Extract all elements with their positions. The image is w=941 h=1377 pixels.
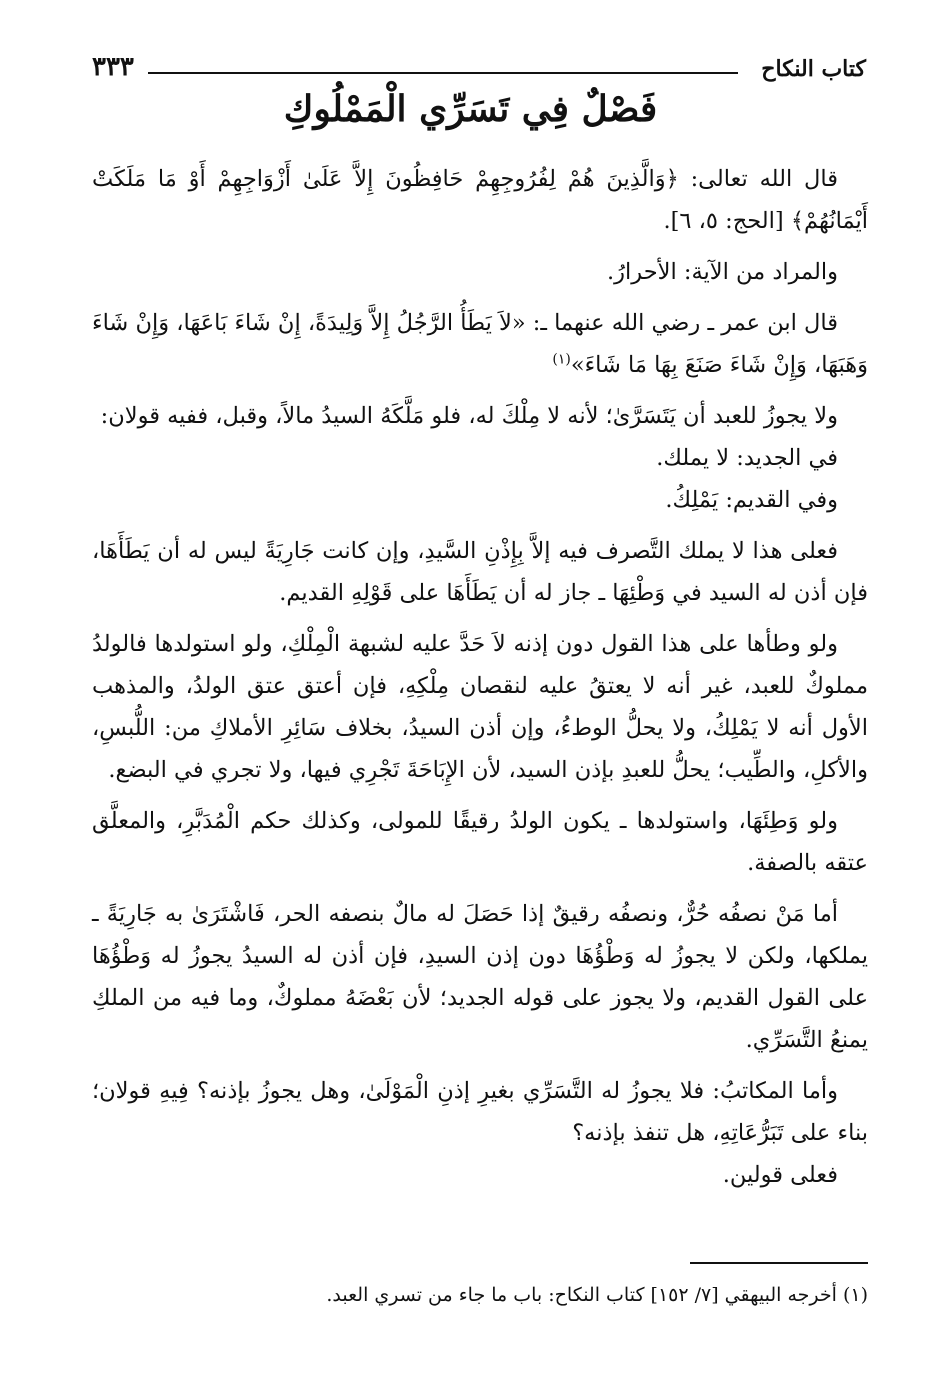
paragraph-mukatab: وأما المكاتبُ: فلا يجوزُ له التَّسَرِّي بغيرِ إذنِ الْمَوْلَىٰ، وهل يجوزُ بإذنه؟ فِيهِ قولان؛ بناء على تَبَرُّعَاتِهِ، هل تنفذ بإذنه؟ [92,1078,868,1146]
paragraph-ibn-umar [92,302,868,386]
paragraph-old-opinion: وفي القديم: يَمْلِكُ. [665,487,838,513]
paragraph-quran-verse: قال الله تعالى: ﴿وَالَّذِينَ هُمْ لِفُرُوجِهِمْ حَافِظُونَ إِلاَّ عَلَىٰ أَزْوَاجِهِمْ أَوْ مَا مَلَكَتْ أَيْمَانُهُمْ﴾ [الحج: ٥، ٦]. [92,166,868,234]
header-rule [148,72,738,74]
paragraph-new-opinion: في الجديد: لا يملك. [656,445,838,471]
paragraph-disposal: فعلى هذا لا يملك التَّصرف فيه إلاَّ بِإِذْنِ السَّيدِ، وإن كانت جَارِيَةً ليس له أن يَطَأَهَا، فإن أذن له السيد في وَطْئِهَا ـ جاز له أن يَطَأَهَا على قَوْلِهِ القديم. [92,538,868,606]
paragraph-half-free: أما مَنْ نصفُه حُرٌّ، ونصفُه رقيقٌ إذا حَصَلَ له مالٌ بنصفه الحر، فَاشْتَرَىٰ به جَارِيَةً ـ يملكها، ولكن لا يجوزُ له وَطْؤُهَا دون إذن السيدِ، فإن أذن له السيدُ يجوزُ له وَطْؤُهَا على القول القديم، ولا يجوز على قوله الجديد؛ لأن بَعْضَهُ مملوكٌ، وما فيه من الملكِ يمنعُ التَّسَرِّي. [92,901,868,1053]
ibn-umar-text: قال ابن عمر ـ رضي الله عنهما ـ: «لاَ يَطَأُ الرَّجُلُ إِلاَّ وَلِيدَةً، إِنْ شَاءَ بَاعَهَا، وَإِنْ شَاءَ وَهَبَهَا، وَإِنْ شَاءَ صَنَعَ بِهَا مَا شَاءَ» [92,310,868,378]
paragraph-verse-meaning: والمراد من الآية: الأحرارُ. [607,259,838,285]
footnote-reference: (١) [552,351,571,368]
paragraph-two-opinions: فعلى قولين. [722,1162,838,1188]
paragraph-intercourse-without-permission: ولو وطأها على هذا القول دون إذنه لاَ حَدَّ عليه لشبهة الْمِلْكِ، ولو استولدها فالولدُ مملوكٌ للعبد، غير أنه لا يعتقُ عليه لنقصان مِلْكِهِ، فإن أعتق عتق الولدُ، والمذهب الأول أنه لا يَمْلِكُ، ولا يحلُّ الوطءُ، وإن أذن السيدُ، بخلاف سَائِرِ الأملاكِ من: اللُّبسِ، والأكلِ، والطِّيب؛ يحلُّ للعبدِ بإذن السيد، لأن الإِبَاحَةَ تَجْرِي فيها، ولا تجري في البضع. [92,631,868,783]
running-header [92,50,866,90]
footnote: (١) أخرجه البيهقي [٧/ ١٥٢] كتاب النكاح: باب ما جاء من تسري العبد. [326,1284,868,1306]
chapter-title: فَصْلٌ فِي تَسَرِّي الْمَمْلُوكِ [283,88,658,130]
footnote-rule [690,1262,868,1264]
book-title: كتاب النكاح [761,56,866,82]
paragraph-mudabbar: ولو وَطِئَهَا، واستولدها ـ يكون الولدُ رقيقًا للمولى، وكذلك حكم الْمُدَبَّرِ، والمعلَّق عتقه بالصفة. [92,808,868,876]
paragraph-slave-concubinage: ولا يجوزُ للعبد أن يَتَسَرَّىٰ؛ لأنه لا مِلْكَ له، فلو مَلَّكَهُ السيدُ مالاً، وقبل، ففيه قولان: [100,403,838,429]
body-text [92,158,868,1205]
page-number: ٣٣٣ [92,52,134,82]
